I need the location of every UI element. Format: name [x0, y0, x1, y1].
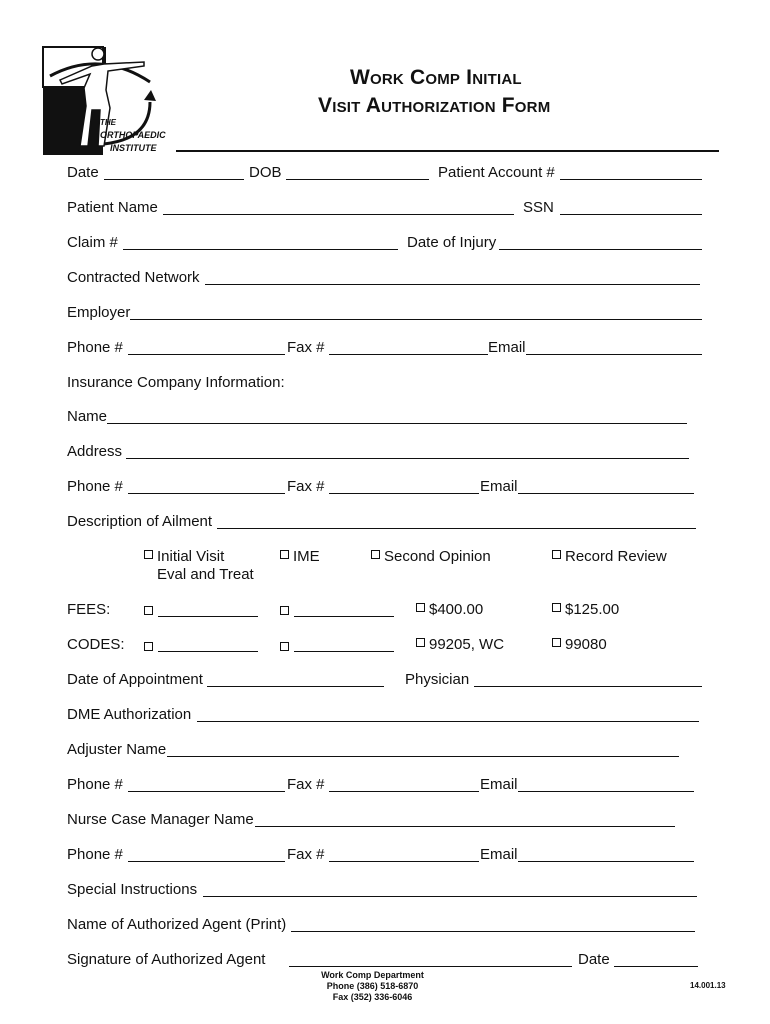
date-field[interactable]	[104, 179, 244, 180]
nurse-fax-field[interactable]	[329, 861, 479, 862]
date-label: Date	[67, 164, 99, 181]
codes-initial-checkbox[interactable]	[144, 642, 153, 651]
fees-initial-checkbox[interactable]	[144, 606, 153, 615]
claim-label: Claim #	[67, 234, 118, 251]
initial-visit-label: Initial Visit	[157, 548, 225, 565]
footer-fax: Fax (352) 336-6046	[332, 992, 413, 1002]
title-line-2: Visit Authorization Form	[318, 94, 551, 117]
insurance-name-label: Name	[67, 408, 108, 425]
authorized-agent-signature-field[interactable]	[289, 966, 572, 967]
employer-email-field[interactable]	[526, 354, 702, 355]
patient-account-field[interactable]	[560, 179, 702, 180]
nurse-phone-label: Phone #	[67, 846, 123, 863]
initial-visit-checkbox[interactable]	[144, 550, 153, 559]
insurance-address-label: Address	[67, 443, 123, 460]
logo	[40, 44, 180, 158]
date-of-appointment-label: Date of Appointment	[67, 671, 203, 688]
title-line-1: Work Comp Initial	[350, 66, 522, 89]
insurance-fax-field[interactable]	[329, 493, 479, 494]
adjuster-email-field[interactable]	[518, 791, 694, 792]
header-rule	[176, 150, 719, 152]
fees-record-review-value: $125.00	[565, 601, 620, 618]
description-of-ailment-label: Description of Ailment	[67, 513, 213, 530]
physician-field[interactable]	[474, 686, 702, 687]
footer-phone: Phone (386) 518-6870	[326, 981, 419, 991]
insurance-name-field[interactable]	[107, 423, 687, 424]
patient-account-label: Patient Account #	[438, 164, 555, 181]
insurance-fax-label: Fax #	[287, 478, 325, 495]
logo-word-orthopaedic: ORTHOPAEDIC	[100, 130, 166, 140]
authorized-agent-print-field[interactable]	[291, 931, 695, 932]
claim-field[interactable]	[123, 249, 398, 250]
fees-second-opinion-value: $400.00	[429, 601, 484, 618]
fees-record-review-checkbox[interactable]	[552, 603, 561, 612]
codes-ime-checkbox[interactable]	[280, 642, 289, 651]
signature-date-label: Date	[578, 951, 610, 968]
nurse-case-manager-field[interactable]	[255, 826, 675, 827]
insurance-phone-field[interactable]	[128, 493, 285, 494]
date-of-appointment-field[interactable]	[207, 686, 384, 687]
nurse-fax-label: Fax #	[287, 846, 325, 863]
ime-label: IME	[293, 548, 320, 565]
fees-label: FEES:	[67, 601, 111, 618]
insurance-phone-label: Phone #	[67, 478, 123, 495]
dob-label: DOB	[249, 164, 282, 181]
employer-label: Employer	[67, 304, 131, 321]
employer-email-label: Email	[488, 339, 526, 356]
authorized-agent-signature-label: Signature of Authorized Agent	[67, 951, 266, 968]
employer-phone-field[interactable]	[128, 354, 285, 355]
codes-second-opinion-checkbox[interactable]	[416, 638, 425, 647]
date-of-injury-label: Date of Injury	[407, 234, 497, 251]
adjuster-fax-label: Fax #	[287, 776, 325, 793]
ssn-field[interactable]	[560, 214, 702, 215]
adjuster-phone-label: Phone #	[67, 776, 123, 793]
insurance-address-field[interactable]	[126, 458, 689, 459]
authorized-agent-print-label: Name of Authorized Agent (Print)	[67, 916, 287, 933]
footer-dept: Work Comp Department	[321, 970, 424, 980]
codes-record-review-value: 99080	[565, 636, 607, 653]
adjuster-email-label: Email	[480, 776, 518, 793]
fees-ime-checkbox[interactable]	[280, 606, 289, 615]
second-opinion-checkbox[interactable]	[371, 550, 380, 559]
fees-initial-field[interactable]	[158, 616, 258, 617]
patient-name-label: Patient Name	[67, 199, 158, 216]
insurance-info-heading: Insurance Company Information:	[67, 374, 285, 391]
dme-authorization-label: DME Authorization	[67, 706, 192, 723]
dme-authorization-field[interactable]	[197, 721, 699, 722]
dob-field[interactable]	[286, 179, 429, 180]
special-instructions-field[interactable]	[203, 896, 697, 897]
record-review-checkbox[interactable]	[552, 550, 561, 559]
adjuster-fax-field[interactable]	[329, 791, 479, 792]
codes-ime-field[interactable]	[294, 651, 394, 652]
special-instructions-label: Special Instructions	[67, 881, 198, 898]
logo-word-the: THE	[100, 118, 116, 127]
nurse-email-label: Email	[480, 846, 518, 863]
footer-contact	[300, 970, 445, 1003]
signature-date-field[interactable]	[614, 966, 698, 967]
employer-fax-label: Fax #	[287, 339, 325, 356]
contracted-network-field[interactable]	[205, 284, 700, 285]
codes-initial-field[interactable]	[158, 651, 258, 652]
patient-name-field[interactable]	[163, 214, 514, 215]
record-review-label: Record Review	[565, 548, 667, 565]
codes-second-opinion-value: 99205, WC	[429, 636, 505, 653]
insurance-email-field[interactable]	[518, 493, 694, 494]
nurse-email-field[interactable]	[518, 861, 694, 862]
codes-label: CODES:	[67, 636, 125, 653]
date-of-injury-field[interactable]	[499, 249, 702, 250]
ssn-label: SSN	[523, 199, 554, 216]
employer-phone-label: Phone #	[67, 339, 123, 356]
adjuster-name-label: Adjuster Name	[67, 741, 167, 758]
fees-ime-field[interactable]	[294, 616, 394, 617]
description-of-ailment-field[interactable]	[217, 528, 696, 529]
employer-fax-field[interactable]	[329, 354, 488, 355]
logo-word-institute: INSTITUTE	[110, 143, 157, 153]
physician-label: Physician	[405, 671, 470, 688]
fees-second-opinion-checkbox[interactable]	[416, 603, 425, 612]
second-opinion-label: Second Opinion	[384, 548, 491, 565]
nurse-case-manager-label: Nurse Case Manager Name	[67, 811, 254, 828]
codes-record-review-checkbox[interactable]	[552, 638, 561, 647]
employer-field[interactable]	[130, 319, 702, 320]
form-number: 14.001.13	[690, 981, 726, 990]
insurance-email-label: Email	[480, 478, 518, 495]
contracted-network-label: Contracted Network	[67, 269, 200, 286]
logo-text	[100, 116, 166, 155]
eval-and-treat-label: Eval and Treat	[157, 566, 254, 583]
adjuster-name-field[interactable]	[167, 756, 679, 757]
ime-checkbox[interactable]	[280, 550, 289, 559]
adjuster-phone-field[interactable]	[128, 791, 285, 792]
nurse-phone-field[interactable]	[128, 861, 285, 862]
